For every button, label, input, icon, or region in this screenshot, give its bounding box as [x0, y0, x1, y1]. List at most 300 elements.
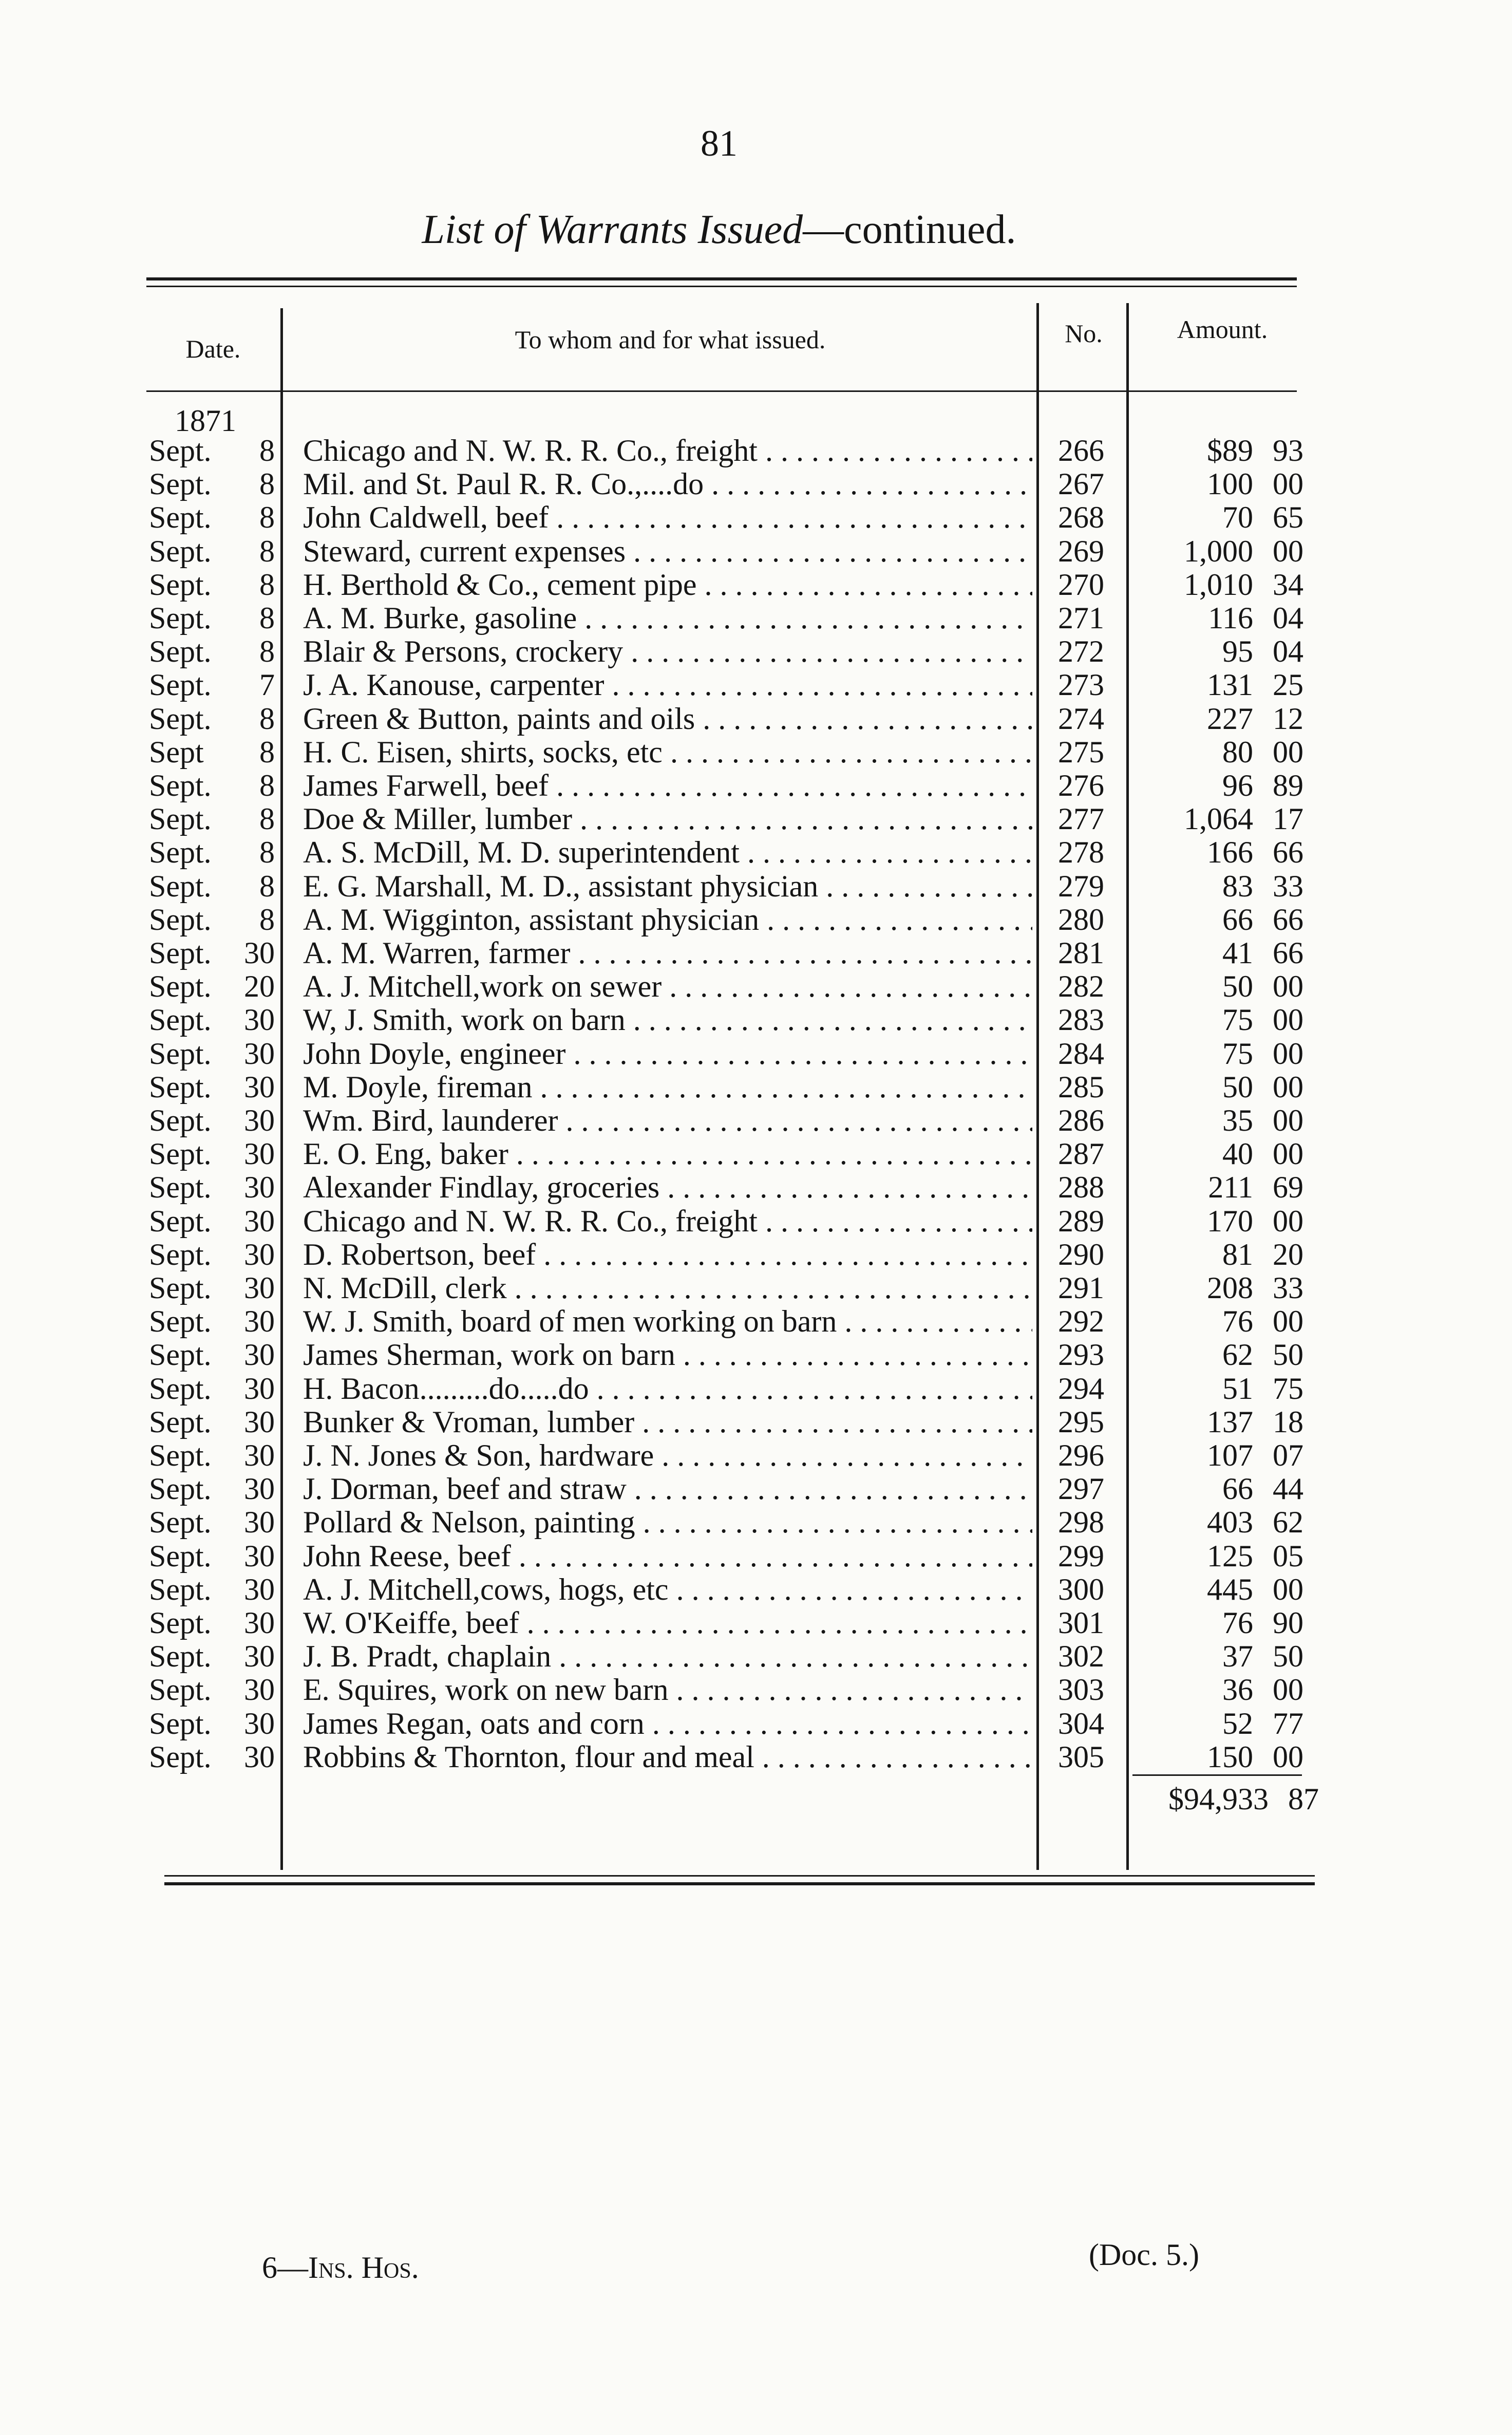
row-cents: 89 — [1273, 769, 1303, 802]
row-amount — [1140, 870, 1305, 903]
row-cents: 33 — [1273, 869, 1303, 903]
title-continued: —continued. — [803, 207, 1016, 252]
row-number: 301 — [1058, 1606, 1104, 1640]
row-month: Sept. — [149, 1137, 212, 1171]
row-date — [149, 702, 277, 736]
row-dollars: 137 — [1207, 1404, 1253, 1439]
row-cents: 66 — [1273, 936, 1303, 970]
row-description: A. J. Mitchell,work on sewer . . . — [303, 970, 1032, 1003]
row-cents: 05 — [1273, 1539, 1303, 1573]
total-dollars: $94,933 — [1168, 1782, 1269, 1816]
row-month: Sept. — [149, 1371, 212, 1406]
header-description: To whom and for what issued. — [515, 325, 826, 354]
row-day: 8 — [259, 500, 275, 535]
row-day: 7 — [259, 668, 275, 702]
row-number: 295 — [1058, 1404, 1104, 1439]
row-dollars: 80 — [1222, 735, 1253, 769]
row-number: 267 — [1058, 467, 1104, 501]
row-month: Sept. — [149, 467, 212, 501]
row-date — [149, 870, 277, 903]
row-number: 293 — [1058, 1338, 1104, 1372]
row-number: 289 — [1058, 1204, 1104, 1238]
row-number: 303 — [1058, 1673, 1104, 1707]
row-date — [149, 1673, 277, 1707]
row-number: 270 — [1058, 567, 1104, 602]
row-description: A. J. Mitchell,cows, hogs, etc . . . — [303, 1573, 1032, 1606]
row-number: 292 — [1058, 1304, 1104, 1339]
row-number: 284 — [1058, 1036, 1104, 1071]
row-cents: 50 — [1273, 1338, 1303, 1372]
row-month: Sept. — [149, 1103, 212, 1137]
row-amount — [1140, 1137, 1305, 1171]
row-month: Sept. — [149, 1438, 212, 1472]
row-description: Pollard & Nelson, painting . . . — [303, 1506, 1032, 1539]
row-number: 290 — [1058, 1237, 1104, 1271]
row-description: James Sherman, work on barn . . . — [303, 1338, 1032, 1372]
row-amount — [1140, 836, 1305, 869]
row-day: 30 — [244, 1204, 275, 1238]
row-date — [149, 1606, 277, 1640]
row-cents: 04 — [1273, 634, 1303, 669]
row-cents: 17 — [1273, 802, 1303, 836]
row-day: 30 — [244, 1639, 275, 1674]
row-date — [149, 1305, 277, 1338]
row-amount — [1140, 1673, 1305, 1707]
row-day: 8 — [259, 701, 275, 736]
row-dollars: 37 — [1222, 1639, 1253, 1674]
row-day: 30 — [244, 1706, 275, 1740]
header-rule — [146, 390, 1297, 392]
row-date — [149, 1003, 277, 1037]
row-day: 30 — [244, 1237, 275, 1271]
row-date — [149, 434, 277, 467]
row-day: 30 — [244, 1103, 275, 1137]
row-date — [149, 903, 277, 936]
row-number: 275 — [1058, 735, 1104, 769]
row-cents: 66 — [1273, 902, 1303, 936]
row-cents: 12 — [1273, 701, 1303, 736]
row-amount — [1140, 1205, 1305, 1238]
row-number: 286 — [1058, 1103, 1104, 1137]
row-month: Sept. — [149, 869, 212, 903]
row-description: Mil. and St. Paul R. R. Co.,....do . . . — [303, 467, 1032, 501]
row-description: J. Dorman, beef and straw . . . — [303, 1472, 1032, 1506]
row-month: Sept. — [149, 969, 212, 1004]
row-dollars: 83 — [1222, 869, 1253, 903]
row-amount — [1140, 1104, 1305, 1137]
row-description: Green & Button, paints and oils . . . — [303, 702, 1032, 736]
row-month: Sept. — [149, 1170, 212, 1205]
row-description: Robbins & Thornton, flour and meal . . . — [303, 1740, 1032, 1774]
row-amount — [1140, 736, 1305, 769]
row-amount — [1140, 568, 1305, 602]
page-title — [0, 207, 1438, 253]
row-date — [149, 1238, 277, 1271]
row-day: 30 — [244, 936, 275, 970]
year-label: 1871 — [175, 404, 236, 438]
row-description: John Caldwell, beef . . . — [303, 501, 1032, 534]
row-cents: 00 — [1273, 969, 1303, 1004]
row-day: 30 — [244, 1304, 275, 1339]
row-day: 8 — [259, 567, 275, 602]
row-day: 8 — [259, 802, 275, 836]
bottom-rule-thin — [164, 1875, 1315, 1877]
row-date — [149, 602, 277, 635]
row-amount — [1140, 903, 1305, 936]
row-amount — [1140, 936, 1305, 970]
row-cents: 00 — [1273, 1070, 1303, 1104]
row-date — [149, 1137, 277, 1171]
grand-total — [1140, 1782, 1319, 1817]
row-month: Sept — [149, 735, 204, 769]
row-number: 288 — [1058, 1170, 1104, 1205]
row-day: 30 — [244, 1003, 275, 1037]
row-day: 30 — [244, 1404, 275, 1439]
row-amount — [1140, 535, 1305, 568]
row-date — [149, 736, 277, 769]
page-number: 81 — [701, 123, 738, 164]
row-date — [149, 1205, 277, 1238]
row-dollars: 40 — [1222, 1137, 1253, 1171]
title-italic: List of Warrants Issued — [422, 207, 803, 252]
row-day: 30 — [244, 1606, 275, 1640]
row-cents: 34 — [1273, 567, 1303, 602]
row-cents: 00 — [1273, 467, 1303, 501]
row-dollars: 125 — [1207, 1539, 1253, 1573]
row-dollars: 211 — [1208, 1170, 1253, 1205]
row-amount — [1140, 1439, 1305, 1472]
row-date — [149, 936, 277, 970]
row-cents: 44 — [1273, 1472, 1303, 1506]
row-cents: 00 — [1273, 1003, 1303, 1037]
row-amount — [1140, 702, 1305, 736]
row-day: 30 — [244, 1673, 275, 1707]
row-day: 30 — [244, 1438, 275, 1472]
row-dollars: 116 — [1208, 601, 1253, 635]
row-month: Sept. — [149, 701, 212, 736]
row-dollars: 166 — [1207, 835, 1253, 870]
row-dollars: 66 — [1222, 902, 1253, 936]
row-number: 269 — [1058, 534, 1104, 568]
row-day: 30 — [244, 1505, 275, 1540]
row-date — [149, 568, 277, 602]
row-amount — [1140, 1472, 1305, 1506]
row-amount — [1140, 970, 1305, 1003]
row-dollars: 35 — [1222, 1103, 1253, 1137]
row-description: N. McDill, clerk . . . — [303, 1271, 1032, 1305]
row-month: Sept. — [149, 1606, 212, 1640]
row-description: H. C. Eisen, shirts, socks, etc . . . — [303, 736, 1032, 769]
row-cents: 90 — [1273, 1606, 1303, 1640]
row-date — [149, 1740, 277, 1774]
row-dollars: 131 — [1207, 668, 1253, 702]
row-amount — [1140, 1372, 1305, 1406]
row-number: 274 — [1058, 701, 1104, 736]
row-month: Sept. — [149, 434, 212, 467]
row-cents: 25 — [1273, 668, 1303, 702]
row-number: 280 — [1058, 902, 1104, 936]
row-dollars: 75 — [1222, 1003, 1253, 1037]
row-month: Sept. — [149, 1237, 212, 1271]
footer-doc-number: (Doc. 5.) — [1089, 2238, 1199, 2272]
row-amount — [1140, 467, 1305, 501]
row-amount — [1140, 1640, 1305, 1673]
row-day: 30 — [244, 1070, 275, 1104]
row-date — [149, 1506, 277, 1539]
row-cents: 75 — [1273, 1371, 1303, 1406]
row-day: 20 — [244, 969, 275, 1004]
row-month: Sept. — [149, 1036, 212, 1071]
row-number: 302 — [1058, 1639, 1104, 1674]
row-month: Sept. — [149, 802, 212, 836]
row-cents: 69 — [1273, 1170, 1303, 1205]
row-cents: 93 — [1273, 434, 1303, 467]
row-dollars: 95 — [1222, 634, 1253, 669]
row-description: H. Berthold & Co., cement pipe . . . — [303, 568, 1032, 602]
row-description: J. B. Pradt, chaplain . . . — [303, 1640, 1032, 1673]
row-description: A. S. McDill, M. D. superintendent . . . — [303, 836, 1032, 869]
row-description: H. Bacon.........do.....do . . . — [303, 1372, 1032, 1406]
row-month: Sept. — [149, 567, 212, 602]
row-day: 8 — [259, 902, 275, 936]
row-description: W, J. Smith, work on barn . . . — [303, 1003, 1032, 1037]
row-day: 30 — [244, 1036, 275, 1071]
row-date — [149, 1540, 277, 1573]
row-month: Sept. — [149, 1472, 212, 1506]
row-description: Chicago and N. W. R. R. Co., freight . . . — [303, 434, 1032, 467]
row-dollars: 170 — [1207, 1204, 1253, 1238]
row-month: Sept. — [149, 1304, 212, 1339]
row-month: Sept. — [149, 835, 212, 870]
row-number: 266 — [1058, 434, 1104, 467]
row-day: 30 — [244, 1371, 275, 1406]
row-day: 8 — [259, 634, 275, 669]
footer-signature — [262, 2250, 419, 2286]
row-description: D. Robertson, beef . . . — [303, 1238, 1032, 1271]
row-day: 8 — [259, 434, 275, 467]
row-month: Sept. — [149, 1639, 212, 1674]
row-dollars: 81 — [1222, 1237, 1253, 1271]
row-date — [149, 535, 277, 568]
row-amount — [1140, 1071, 1305, 1104]
row-description: James Farwell, beef . . . — [303, 769, 1032, 802]
row-dollars: 62 — [1222, 1338, 1253, 1372]
row-amount — [1140, 1338, 1305, 1372]
row-amount — [1140, 1506, 1305, 1539]
column-rule-3 — [1126, 303, 1129, 1870]
row-description: John Reese, beef . . . — [303, 1540, 1032, 1573]
row-dollars: 76 — [1222, 1304, 1253, 1339]
row-date — [149, 1171, 277, 1204]
row-number: 273 — [1058, 668, 1104, 702]
header-date: Date. — [185, 334, 241, 363]
row-description: J. A. Kanouse, carpenter . . . — [303, 668, 1032, 702]
row-description: James Regan, oats and corn . . . — [303, 1707, 1032, 1740]
row-date — [149, 970, 277, 1003]
row-description: M. Doyle, fireman . . . — [303, 1071, 1032, 1104]
row-day: 8 — [259, 835, 275, 870]
row-dollars: 107 — [1207, 1438, 1253, 1472]
row-cents: 33 — [1273, 1271, 1303, 1305]
row-description: J. N. Jones & Son, hardware . . . — [303, 1439, 1032, 1472]
column-rule-1 — [280, 308, 283, 1870]
row-amount — [1140, 1037, 1305, 1071]
row-date — [149, 1640, 277, 1673]
row-dollars: 76 — [1222, 1606, 1253, 1640]
row-number: 294 — [1058, 1371, 1104, 1406]
row-cents: 77 — [1273, 1706, 1303, 1740]
row-dollars: 227 — [1207, 701, 1253, 736]
row-day: 8 — [259, 735, 275, 769]
row-cents: 00 — [1273, 735, 1303, 769]
row-month: Sept. — [149, 1271, 212, 1305]
row-number: 276 — [1058, 769, 1104, 802]
row-date — [149, 1573, 277, 1606]
row-dollars: 1,010 — [1184, 567, 1253, 602]
row-date — [149, 1271, 277, 1305]
row-month: Sept. — [149, 668, 212, 702]
row-number: 268 — [1058, 500, 1104, 535]
row-day: 30 — [244, 1271, 275, 1305]
row-number: 305 — [1058, 1739, 1104, 1774]
row-dollars: $89 — [1207, 434, 1253, 467]
row-date — [149, 1372, 277, 1406]
total-rule — [1132, 1774, 1302, 1776]
row-dollars: 70 — [1222, 500, 1253, 535]
row-cents: 00 — [1273, 1739, 1303, 1774]
row-cents: 50 — [1273, 1639, 1303, 1674]
row-day: 8 — [259, 534, 275, 568]
row-cents: 00 — [1273, 1304, 1303, 1339]
row-number: 279 — [1058, 869, 1104, 903]
row-description: Chicago and N. W. R. R. Co., freight . . . — [303, 1205, 1032, 1238]
row-dollars: 50 — [1222, 969, 1253, 1004]
bottom-rule-thick — [164, 1882, 1315, 1885]
row-amount — [1140, 1740, 1305, 1774]
header-amount: Amount. — [1177, 315, 1268, 344]
row-description: Steward, current expenses . . . — [303, 535, 1032, 568]
row-cents: 66 — [1273, 835, 1303, 870]
row-dollars: 52 — [1222, 1706, 1253, 1740]
row-date — [149, 1406, 277, 1439]
row-description: Bunker & Vroman, lumber . . . — [303, 1406, 1032, 1439]
row-dollars: 41 — [1222, 936, 1253, 970]
row-cents: 00 — [1273, 1103, 1303, 1137]
row-number: 300 — [1058, 1572, 1104, 1606]
row-description: Wm. Bird, launderer . . . — [303, 1104, 1032, 1137]
row-month: Sept. — [149, 902, 212, 936]
row-amount — [1140, 1540, 1305, 1573]
row-day: 8 — [259, 467, 275, 501]
row-date — [149, 1338, 277, 1372]
row-day: 30 — [244, 1170, 275, 1205]
row-month: Sept. — [149, 1070, 212, 1104]
row-amount — [1140, 501, 1305, 534]
row-dollars: 1,000 — [1184, 534, 1253, 568]
row-number: 272 — [1058, 634, 1104, 669]
row-dollars: 36 — [1222, 1673, 1253, 1707]
row-amount — [1140, 1707, 1305, 1740]
row-date — [149, 1472, 277, 1506]
row-month: Sept. — [149, 500, 212, 535]
row-number: 278 — [1058, 835, 1104, 870]
row-number: 277 — [1058, 802, 1104, 836]
column-rule-2 — [1036, 303, 1039, 1870]
row-dollars: 208 — [1207, 1271, 1253, 1305]
row-month: Sept. — [149, 1572, 212, 1606]
row-number: 283 — [1058, 1003, 1104, 1037]
row-number: 291 — [1058, 1271, 1104, 1305]
row-cents: 00 — [1273, 1204, 1303, 1238]
row-cents: 62 — [1273, 1505, 1303, 1540]
row-day: 8 — [259, 769, 275, 802]
row-dollars: 66 — [1222, 1472, 1253, 1506]
row-dollars: 96 — [1222, 769, 1253, 802]
row-month: Sept. — [149, 769, 212, 802]
row-cents: 00 — [1273, 1572, 1303, 1606]
row-month: Sept. — [149, 1338, 212, 1372]
row-amount — [1140, 802, 1305, 836]
footer-prefix: 6— — [262, 2251, 308, 2284]
row-description: E. Squires, work on new barn . . . — [303, 1673, 1032, 1707]
row-description: A. M. Burke, gasoline . . . — [303, 602, 1032, 635]
row-number: 271 — [1058, 601, 1104, 635]
row-date — [149, 802, 277, 836]
row-number: 285 — [1058, 1070, 1104, 1104]
row-cents: 00 — [1273, 1036, 1303, 1071]
row-date — [149, 836, 277, 869]
row-month: Sept. — [149, 1673, 212, 1707]
row-amount — [1140, 1573, 1305, 1606]
row-day: 8 — [259, 601, 275, 635]
row-dollars: 403 — [1207, 1505, 1253, 1540]
row-month: Sept. — [149, 1539, 212, 1573]
row-dollars: 445 — [1207, 1572, 1253, 1606]
row-day: 30 — [244, 1137, 275, 1171]
row-number: 299 — [1058, 1539, 1104, 1573]
row-date — [149, 467, 277, 501]
header-number: No. — [1065, 319, 1103, 348]
row-date — [149, 668, 277, 702]
row-amount — [1140, 1271, 1305, 1305]
row-dollars: 50 — [1222, 1070, 1253, 1104]
row-cents: 20 — [1273, 1237, 1303, 1271]
row-day: 30 — [244, 1338, 275, 1372]
row-date — [149, 1037, 277, 1071]
footer-abbrev: Ins. Hos. — [308, 2251, 419, 2284]
row-amount — [1140, 769, 1305, 802]
row-amount — [1140, 1606, 1305, 1640]
row-date — [149, 769, 277, 802]
row-description: E. G. Marshall, M. D., assistant physician . . . — [303, 870, 1032, 903]
row-number: 281 — [1058, 936, 1104, 970]
row-number: 304 — [1058, 1706, 1104, 1740]
total-cents: 87 — [1288, 1782, 1319, 1816]
row-date — [149, 1071, 277, 1104]
row-day: 30 — [244, 1539, 275, 1573]
row-dollars: 51 — [1222, 1371, 1253, 1406]
row-description: Blair & Persons, crockery . . . — [303, 635, 1032, 668]
row-amount — [1140, 602, 1305, 635]
row-month: Sept. — [149, 1505, 212, 1540]
row-dollars: 150 — [1207, 1739, 1253, 1774]
row-description: W. J. Smith, board of men working on barn . . . — [303, 1305, 1032, 1338]
row-description: E. O. Eng, baker . . . — [303, 1137, 1032, 1171]
row-description: W. O'Keiffe, beef . . . — [303, 1606, 1032, 1640]
row-month: Sept. — [149, 634, 212, 669]
row-day: 8 — [259, 869, 275, 903]
row-description: A. M. Warren, farmer . . . — [303, 936, 1032, 970]
